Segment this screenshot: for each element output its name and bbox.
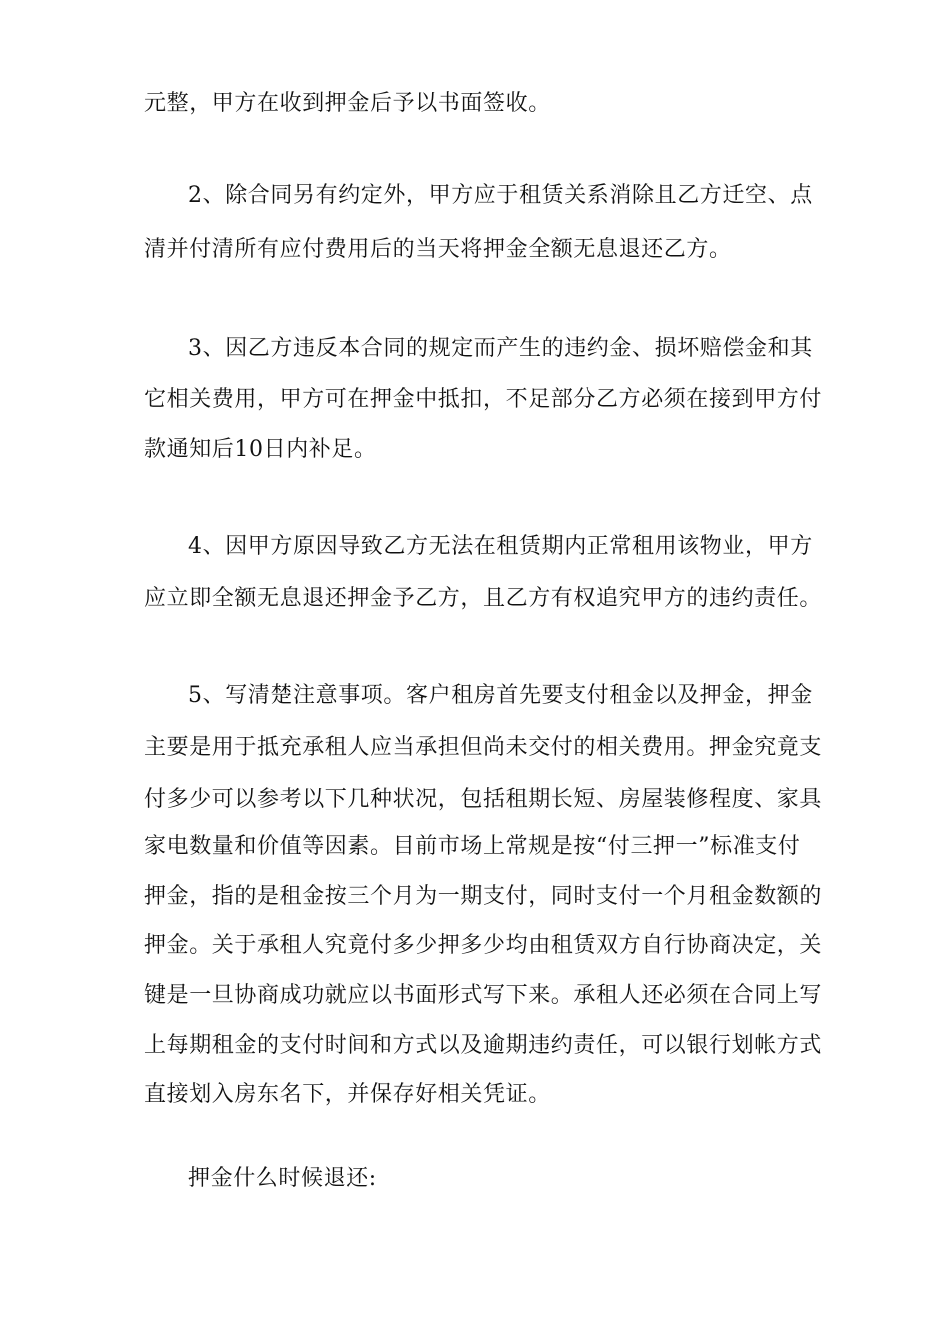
paragraph-line: 3、因乙方违反本合同的规定而产生的违约金、损坏赔偿金和其 — [188, 336, 813, 361]
paragraph-line: 押金。关于承租人究竟付多少押多少均由租赁双方自行协商决定，关 — [144, 933, 823, 958]
paragraph-line: 元整，甲方在收到押金后予以书面签收。 — [144, 91, 551, 116]
paragraph-line: 4、因甲方原因导致乙方无法在租赁期内正常租用该物业，甲方 — [188, 534, 813, 559]
paragraph-line: 应立即全额无息退还押金予乙方，且乙方有权追究甲方的违约责任。 — [144, 586, 823, 611]
paragraph-line: 它相关费用，甲方可在押金中抵扣，不足部分乙方必须在接到甲方付 — [144, 387, 823, 412]
section-heading: 押金什么时候退还: — [188, 1166, 377, 1191]
paragraph-line: 直接划入房东名下，并保存好相关凭证。 — [144, 1082, 551, 1107]
paragraph-line: 家电数量和价值等因素。目前市场上常规是按“付三押一”标准支付 — [144, 834, 801, 859]
paragraph-line: 键是一旦协商成功就应以书面形式写下来。承租人还必须在合同上写 — [144, 983, 823, 1008]
paragraph-line: 付多少可以参考以下几种状况，包括租期长短、房屋装修程度、家具 — [144, 787, 823, 812]
paragraph-line: 款通知后10日内补足。 — [144, 437, 377, 462]
paragraph-line: 押金，指的是租金按三个月为一期支付，同时支付一个月租金数额的 — [144, 884, 823, 909]
paragraph-line: 5、写清楚注意事项。客户租房首先要支付租金以及押金，押金 — [188, 683, 813, 708]
paragraph-line: 主要是用于抵充承租人应当承担但尚未交付的相关费用。押金究竟支 — [144, 735, 823, 760]
paragraph-line: 清并付清所有应付费用后的当天将押金全额无息退还乙方。 — [144, 237, 732, 262]
paragraph-line: 上每期租金的支付时间和方式以及逾期违约责任，可以银行划帐方式 — [144, 1033, 823, 1058]
paragraph-line: 2、除合同另有约定外，甲方应于租赁关系消除且乙方迁空、点 — [188, 183, 813, 208]
